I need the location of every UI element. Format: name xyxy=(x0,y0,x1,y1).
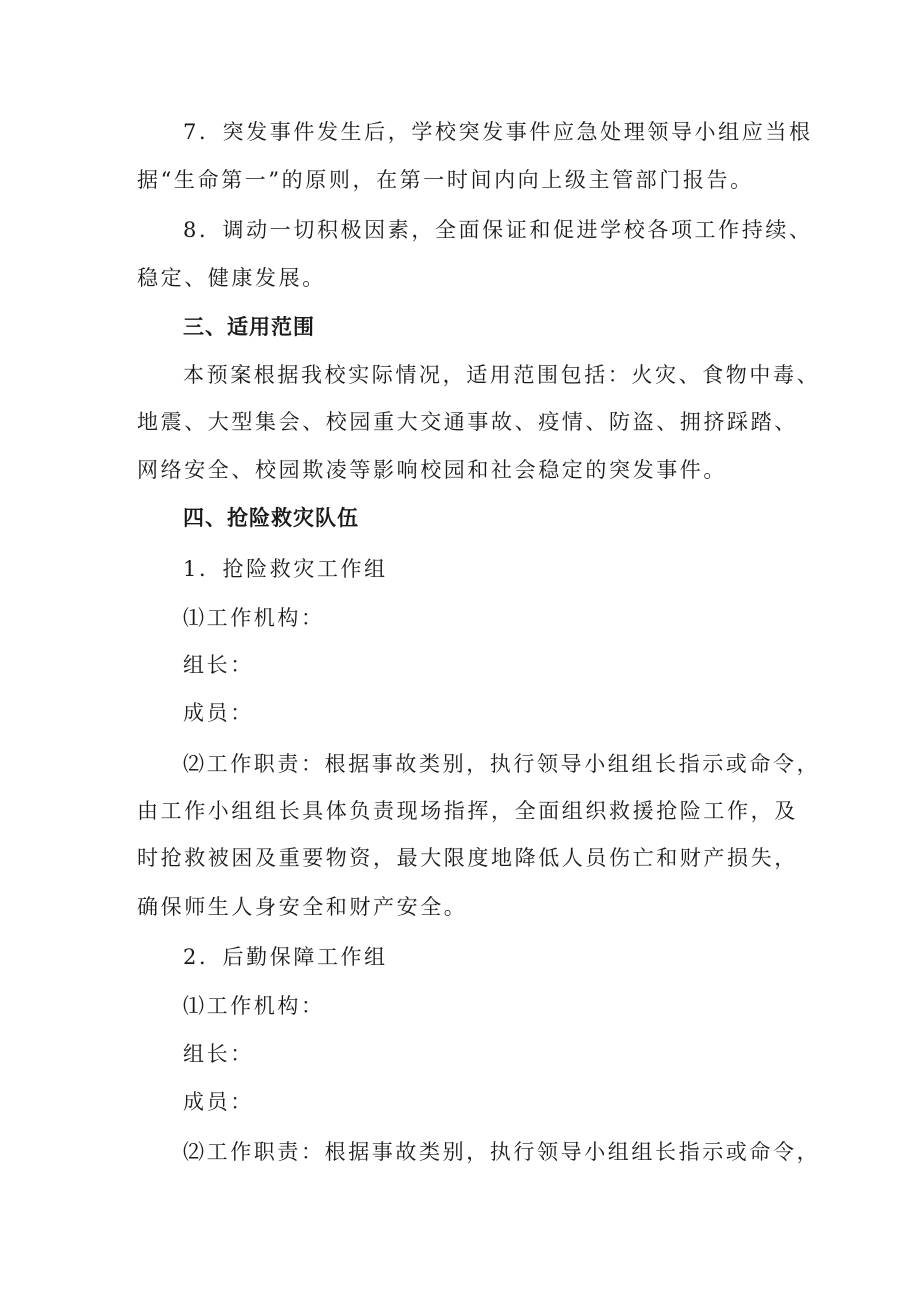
section-heading-rescue-team: 四、抢险救灾队伍 xyxy=(183,506,359,530)
group-2-title: 2．后勤保障工作组 xyxy=(183,945,388,969)
paragraph-item-8-line-2: 稳定、健康发展。 xyxy=(137,266,326,290)
group-1-duty-line-2: 由工作小组组长具体负责现场指挥，全面组织救援抢险工作，及 xyxy=(137,799,798,823)
paragraph-item-7-line-2: 据“生命第一”的原则，在第一时间内向上级主管部门报告。 xyxy=(137,168,754,192)
paragraph-item-7-line-1: 7．突发事件发生后，学校突发事件应急处理领导小组应当根 xyxy=(183,120,813,144)
group-2-leader-label: 组长： xyxy=(183,1042,254,1066)
scope-paragraph-line-3: 网络安全、校园欺凌等影响校园和社会稳定的突发事件。 xyxy=(137,458,727,482)
group-1-organization-label: ⑴工作机构： xyxy=(183,606,325,630)
scope-paragraph-line-2: 地震、大型集会、校园重大交通事故、疫情、防盗、拥挤踩踏、 xyxy=(137,410,798,434)
scope-paragraph-line-1: 本预案根据我校实际情况，适用范围包括：火灾、食物中毒、 xyxy=(183,363,821,387)
group-1-duty-line-1: ⑵工作职责：根据事故类别，执行领导小组组长指示或命令， xyxy=(183,752,821,776)
group-1-members-label: 成员： xyxy=(183,701,254,725)
group-2-organization-label: ⑴工作机构： xyxy=(183,994,325,1018)
group-1-leader-label: 组长： xyxy=(183,653,254,677)
group-2-members-label: 成员： xyxy=(183,1090,254,1114)
group-2-duty-line-1: ⑵工作职责：根据事故类别，执行领导小组组长指示或命令， xyxy=(183,1140,821,1164)
group-1-title: 1．抢险救灾工作组 xyxy=(183,557,388,581)
paragraph-item-8-line-1: 8．调动一切积极因素，全面保证和促进学校各项工作持续、 xyxy=(183,218,813,242)
section-heading-scope: 三、适用范围 xyxy=(183,315,315,339)
group-1-duty-line-3: 时抢救被困及重要物资，最大限度地降低人员伤亡和财产损失， xyxy=(137,846,798,870)
group-1-duty-line-4: 确保师生人身安全和财产安全。 xyxy=(137,895,468,919)
